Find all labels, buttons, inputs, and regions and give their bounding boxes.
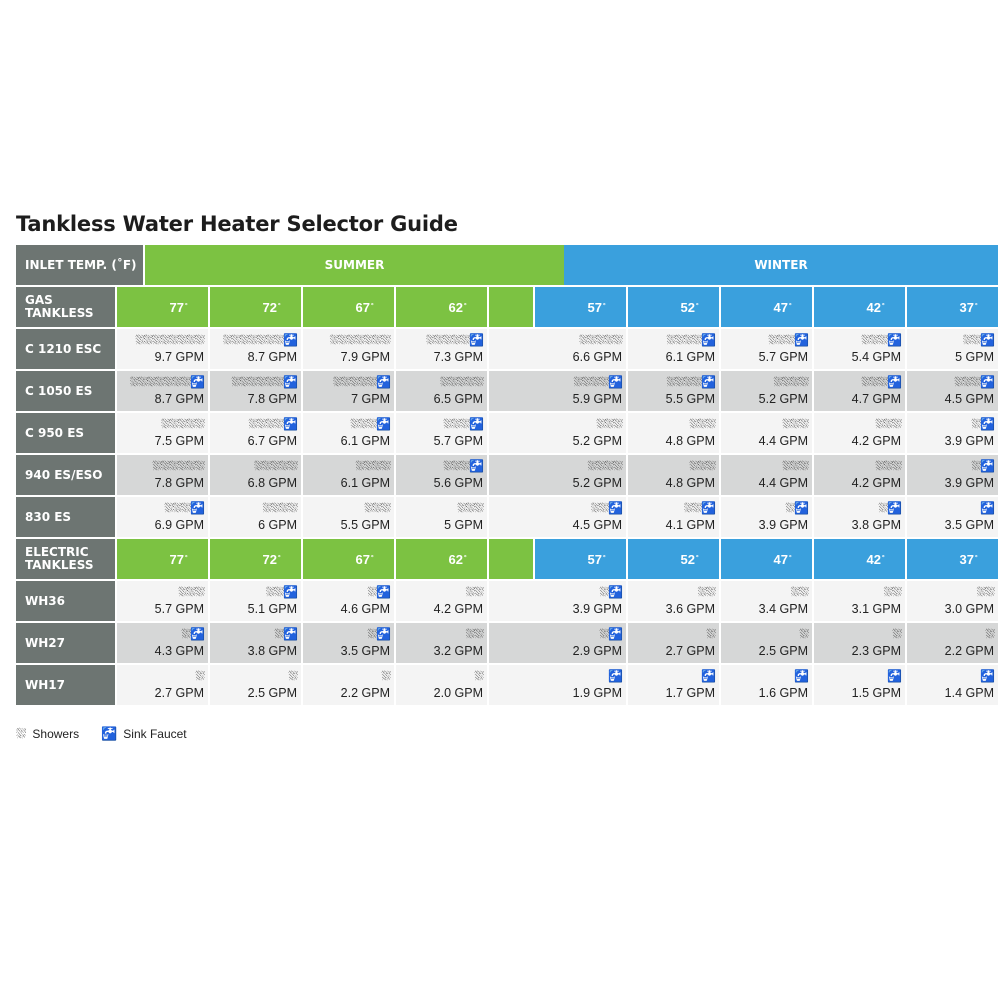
gpm-value: 8.7 GPM [247,349,297,364]
fixture-icons: ⛆ [195,668,204,683]
gpm-value: 2.5 GPM [247,685,297,700]
temp-value: 77 [169,299,184,315]
flow-cell [117,413,208,453]
gpm-value: 2.2 GPM [944,643,994,658]
temp-header-cell: 77 ˚ [117,539,208,579]
fixture-icons: ⛆🚰 [599,626,622,641]
flow-cell [117,329,208,369]
temp-value: 47 [773,299,788,315]
fixture-icons: 🚰 [794,668,808,683]
fixture-icons: ⛆⛆⛆⛆🚰 [666,332,715,347]
temperature-row [16,539,998,579]
temp-value: 62 [448,551,463,567]
fixture-icons: ⛆🚰 [367,584,390,599]
gpm-value: 7.3 GPM [433,349,483,364]
flow-cell [721,581,812,621]
model-label: C 1050 ES [16,371,115,411]
flow-cell [117,497,208,537]
gpm-value: 5.7 GPM [154,601,204,616]
gpm-value: 3.2 GPM [433,643,483,658]
temp-value: 72 [262,551,277,567]
gpm-value: 4.7 GPM [851,391,901,406]
fixture-icons: ⛆⛆⛆⛆🚰 [666,374,715,389]
flow-cell [907,455,998,495]
gpm-value: 4.2 GPM [851,475,901,490]
flow-cell [814,455,905,495]
gpm-value: 5.5 GPM [340,517,390,532]
model-label: 830 ES [16,497,115,537]
fixture-icons: ⛆⛆⛆⛆ [587,458,622,473]
inlet-temp-label: INLET TEMP. (˚F) [16,245,143,285]
flow-cell [628,665,719,705]
fixture-icons: ⛆⛆⛆⛆⛆⛆⛆🚰 [222,332,297,347]
model-label: WH36 [16,581,115,621]
gpm-value: 5 GPM [444,517,483,532]
flow-cell [907,371,998,411]
fixture-icons: ⛆⛆⛆⛆⛆ [253,458,297,473]
summer-band: SUMMER [145,245,564,285]
fixture-icons: ⛆⛆⛆ [875,458,901,473]
gpm-value: 1.5 GPM [851,685,901,700]
flow-cell [489,455,626,495]
gpm-value: 6.1 GPM [340,433,390,448]
fixture-icons: ⛆⛆ [465,626,483,641]
fixture-icons: ⛆ [474,668,483,683]
page-title: Tankless Water Heater Selector Guide [16,212,458,236]
fixture-icons: ⛆ [892,626,901,641]
flow-cell [117,371,208,411]
gpm-value: 7.9 GPM [340,349,390,364]
fixture-icons: 🚰 [980,500,994,515]
model-label: C 950 ES [16,413,115,453]
temp-value: 47 [773,551,788,567]
gpm-value: 3.6 GPM [665,601,715,616]
gpm-value: 5.9 GPM [572,391,622,406]
fixture-icons: ⛆⛆🚰 [590,500,622,515]
fixture-icons: ⛆⛆⛆⛆⛆ [160,416,204,431]
flow-cell [814,665,905,705]
temp-value: 42 [866,551,881,567]
flow-cell [210,413,301,453]
temp-value: 52 [680,299,695,315]
fixture-icons: ⛆⛆⛆ [689,416,715,431]
legend [16,726,187,742]
fixture-icons: ⛆⛆⛆🚰 [443,416,483,431]
flow-cell [907,581,998,621]
temp-header-cell: 67 ˚ [303,287,394,327]
gpm-value: 2.7 GPM [154,685,204,700]
flow-cell [907,413,998,453]
fixture-icons: ⛆⛆⛆⛆🚰 [248,416,297,431]
temp-value: 77 [169,551,184,567]
flow-cell [396,371,487,411]
temp-header-cell: 47 ˚ [721,539,812,579]
temp-header-cell: 47 ˚ [721,287,812,327]
fixture-icons: ⛆⛆🚰 [265,584,297,599]
flow-cell [396,329,487,369]
table-row [16,581,998,621]
fixture-icons: ⛆⛆⛆🚰 [954,374,994,389]
gpm-value: 4.3 GPM [154,643,204,658]
gpm-value: 4.5 GPM [944,391,994,406]
legend-faucet: Sink Faucet [123,727,187,741]
flow-cell [396,455,487,495]
fixture-icons: ⛆⛆⛆🚰 [443,458,483,473]
gpm-value: 4.6 GPM [340,601,390,616]
fixture-icons: ⛆🚰 [878,500,901,515]
fixture-icons: ⛆⛆⛆⛆⛆⛆⛆⛆ [135,332,204,347]
flow-cell [721,665,812,705]
temp-header-cell: 52 ˚ [628,287,719,327]
flow-cell [396,497,487,537]
gpm-value: 2.2 GPM [340,685,390,700]
gpm-value: 5.2 GPM [572,433,622,448]
flow-cell [814,371,905,411]
summer-spacer [489,539,533,579]
gpm-value: 1.9 GPM [572,685,622,700]
gpm-value: 2.7 GPM [665,643,715,658]
flow-cell [117,455,208,495]
gpm-value: 6.5 GPM [433,391,483,406]
gpm-value: 3.8 GPM [247,643,297,658]
flow-cell [628,413,719,453]
gpm-value: 7.8 GPM [154,475,204,490]
gpm-value: 4.1 GPM [665,517,715,532]
gpm-value: 2.5 GPM [758,643,808,658]
flow-cell [210,665,301,705]
flow-cell [721,623,812,663]
flow-cell [396,413,487,453]
flow-cell [303,413,394,453]
gpm-value: 5.7 GPM [433,433,483,448]
temp-header-cell: 72 ˚ [210,539,301,579]
gpm-value: 5.2 GPM [758,391,808,406]
temperature-row [16,287,998,327]
gpm-value: 5.2 GPM [572,475,622,490]
temp-value: 62 [448,299,463,315]
temp-value: 67 [355,299,370,315]
fixture-icons: ⛆⛆⛆🚰 [350,416,390,431]
flow-cell [907,329,998,369]
fixture-icons: ⛆ [381,668,390,683]
flow-cell [628,455,719,495]
fixture-icons: ⛆⛆⛆⛆⛆⛆🚰 [231,374,297,389]
flow-cell [210,455,301,495]
fixture-icons: ⛆⛆ [790,584,808,599]
gpm-value: 3.1 GPM [851,601,901,616]
flow-cell [628,371,719,411]
gpm-value: 6.6 GPM [572,349,622,364]
gpm-value: 7.5 GPM [154,433,204,448]
flow-cell [396,665,487,705]
flow-cell [396,581,487,621]
fixture-icons: ⛆⛆⛆⛆🚰 [573,374,622,389]
gpm-value: 2.0 GPM [433,685,483,700]
gpm-value: 5.5 GPM [665,391,715,406]
selector-table [16,245,998,707]
table-row [16,623,998,663]
section-label: ELECTRIC TANKLESS [16,539,115,579]
gpm-value: 3.8 GPM [851,517,901,532]
temp-value: 42 [866,299,881,315]
flow-cell [489,413,626,453]
gpm-value: 4.8 GPM [665,475,715,490]
flow-cell [210,497,301,537]
fixture-icons: ⛆⛆⛆🚰 [861,374,901,389]
fixture-icons: ⛆⛆🚰 [683,500,715,515]
flow-cell [489,665,626,705]
temp-value: 57 [587,299,602,315]
flow-cell [303,371,394,411]
flow-cell [117,623,208,663]
summer-spacer [489,287,533,327]
gpm-value: 5.1 GPM [247,601,297,616]
fixture-icons: ⛆🚰 [367,626,390,641]
gpm-value: 4.8 GPM [665,433,715,448]
fixture-icons: ⛆⛆ [976,584,994,599]
model-label: WH17 [16,665,115,705]
flow-cell [814,413,905,453]
gpm-value: 5.7 GPM [758,349,808,364]
gpm-value: 4.2 GPM [851,433,901,448]
temp-header-cell: 37 ˚ [907,539,998,579]
gpm-value: 4.5 GPM [572,517,622,532]
flow-cell [814,623,905,663]
temp-value: 67 [355,551,370,567]
faucet-icon: 🚰 [101,726,118,741]
fixture-icons: ⛆⛆ [883,584,901,599]
table-row [16,371,998,411]
fixture-icons: ⛆🚰 [181,626,204,641]
flow-cell [303,497,394,537]
temp-header-cell: 72 ˚ [210,287,301,327]
temp-header-cell: 57 ˚ [535,539,626,579]
flow-cell [907,665,998,705]
flow-cell [303,623,394,663]
fixture-icons: ⛆⛆⛆ [364,500,390,515]
gpm-value: 3.9 GPM [572,601,622,616]
fixture-icons: ⛆⛆⛆ [782,416,808,431]
fixture-icons: ⛆ [288,668,297,683]
gpm-value: 4.4 GPM [758,433,808,448]
gpm-value: 3.4 GPM [758,601,808,616]
temp-value: 37 [959,551,974,567]
flow-cell [628,581,719,621]
fixture-icons: ⛆ [985,626,994,641]
flow-cell [907,623,998,663]
flow-cell [489,623,626,663]
flow-cell [814,329,905,369]
flow-cell [628,497,719,537]
temp-value: 57 [587,551,602,567]
gpm-value: 2.9 GPM [572,643,622,658]
fixture-icons: ⛆🚰 [971,458,994,473]
flow-cell [721,497,812,537]
header-season-row [16,245,998,285]
flow-cell [210,329,301,369]
fixture-icons: ⛆⛆🚰 [962,332,994,347]
flow-cell [303,665,394,705]
gpm-value: 6.9 GPM [154,517,204,532]
gpm-value: 7.8 GPM [247,391,297,406]
fixture-icons: ⛆⛆⛆ [875,416,901,431]
flow-cell [117,665,208,705]
fixture-icons: ⛆⛆⛆⛆⛆⛆⛆ [329,332,390,347]
fixture-icons: ⛆⛆ [465,584,483,599]
flow-cell [489,371,626,411]
flow-cell [396,623,487,663]
fixture-icons: 🚰 [608,668,622,683]
temp-header-cell: 57 ˚ [535,287,626,327]
gpm-value: 6.7 GPM [247,433,297,448]
fixture-icons: ⛆⛆⛆ [457,500,483,515]
temp-header-cell: 67 ˚ [303,539,394,579]
flow-cell [489,329,626,369]
flow-cell [814,497,905,537]
flow-cell [117,581,208,621]
fixture-icons: ⛆⛆⛆⛆⛆⛆⛆🚰 [129,374,204,389]
gpm-value: 1.7 GPM [665,685,715,700]
fixture-icons: 🚰 [980,668,994,683]
temp-header-cell: 62 ˚ [396,539,487,579]
fixture-icons: ⛆⛆⛆ [689,458,715,473]
flow-cell [628,623,719,663]
gpm-value: 9.7 GPM [154,349,204,364]
flow-cell [907,497,998,537]
fixture-icons: ⛆⛆⛆🚰 [164,500,204,515]
fixture-icons: ⛆⛆⛆⛆⛆🚰 [333,374,390,389]
model-label: C 1210 ESC [16,329,115,369]
fixture-icons: ⛆⛆⛆⛆⛆ [439,374,483,389]
temp-header-cell: 42 ˚ [814,539,905,579]
fixture-icons: ⛆⛆⛆⛆ [773,374,808,389]
gpm-value: 1.4 GPM [944,685,994,700]
flow-cell [303,329,394,369]
fixture-icons: ⛆⛆⛆⛆⛆ [578,332,622,347]
gpm-value: 3.9 GPM [758,517,808,532]
gpm-value: 6 GPM [258,517,297,532]
flow-cell [210,371,301,411]
fixture-icons: ⛆⛆⛆ [596,416,622,431]
gpm-value: 5.4 GPM [851,349,901,364]
fixture-icons: ⛆⛆⛆ [782,458,808,473]
flow-cell [721,371,812,411]
flow-cell [303,581,394,621]
flow-cell [489,581,626,621]
gpm-value: 8.7 GPM [154,391,204,406]
temp-header-cell: 37 ˚ [907,287,998,327]
model-label: 940 ES/ESO [16,455,115,495]
temp-header-cell: 52 ˚ [628,539,719,579]
table-row [16,497,998,537]
gpm-value: 3.9 GPM [944,475,994,490]
model-label: WH27 [16,623,115,663]
gpm-value: 4.2 GPM [433,601,483,616]
gpm-value: 1.6 GPM [758,685,808,700]
flow-cell [721,329,812,369]
shower-icon: ⛆ [16,726,27,741]
gpm-value: 5 GPM [955,349,994,364]
fixture-icons: ⛆⛆⛆🚰 [768,332,808,347]
fixture-icons: ⛆⛆⛆⛆⛆🚰 [426,332,483,347]
flow-cell [721,455,812,495]
fixture-icons: ⛆ [799,626,808,641]
gpm-value: 2.3 GPM [851,643,901,658]
temp-value: 52 [680,551,695,567]
temp-header-cell: 62 ˚ [396,287,487,327]
gpm-value: 7 GPM [351,391,390,406]
temp-value: 37 [959,299,974,315]
legend-showers: Showers [32,727,80,741]
fixture-icons: ⛆⛆⛆⛆ [262,500,297,515]
section-label: GAS TANKLESS [16,287,115,327]
table-row [16,329,998,369]
flow-cell [210,623,301,663]
table-row [16,665,998,705]
fixture-icons: ⛆⛆⛆🚰 [861,332,901,347]
fixture-icons: ⛆🚰 [599,584,622,599]
fixture-icons: 🚰 [887,668,901,683]
fixture-icons: 🚰 [701,668,715,683]
gpm-value: 5.6 GPM [433,475,483,490]
fixture-icons: ⛆⛆ [697,584,715,599]
table-row [16,413,998,453]
temp-header-cell: 77 ˚ [117,287,208,327]
flow-cell [303,455,394,495]
table-row [16,455,998,495]
winter-band: WINTER [564,245,998,285]
fixture-icons: ⛆⛆⛆⛆⛆⛆ [152,458,204,473]
flow-cell [628,329,719,369]
gpm-value: 3.9 GPM [944,433,994,448]
gpm-value: 6.1 GPM [665,349,715,364]
gpm-value: 6.1 GPM [340,475,390,490]
flow-cell [489,497,626,537]
fixture-icons: ⛆🚰 [785,500,808,515]
fixture-icons: ⛆⛆⛆ [178,584,204,599]
temp-value: 72 [262,299,277,315]
gpm-value: 4.4 GPM [758,475,808,490]
temp-header-cell: 42 ˚ [814,287,905,327]
gpm-value: 3.0 GPM [944,601,994,616]
fixture-icons: ⛆🚰 [274,626,297,641]
gpm-value: 3.5 GPM [944,517,994,532]
flow-cell [814,581,905,621]
fixture-icons: ⛆ [706,626,715,641]
flow-cell [721,413,812,453]
fixture-icons: ⛆🚰 [971,416,994,431]
gpm-value: 6.8 GPM [247,475,297,490]
flow-cell [210,581,301,621]
fixture-icons: ⛆⛆⛆⛆ [355,458,390,473]
gpm-value: 3.5 GPM [340,643,390,658]
